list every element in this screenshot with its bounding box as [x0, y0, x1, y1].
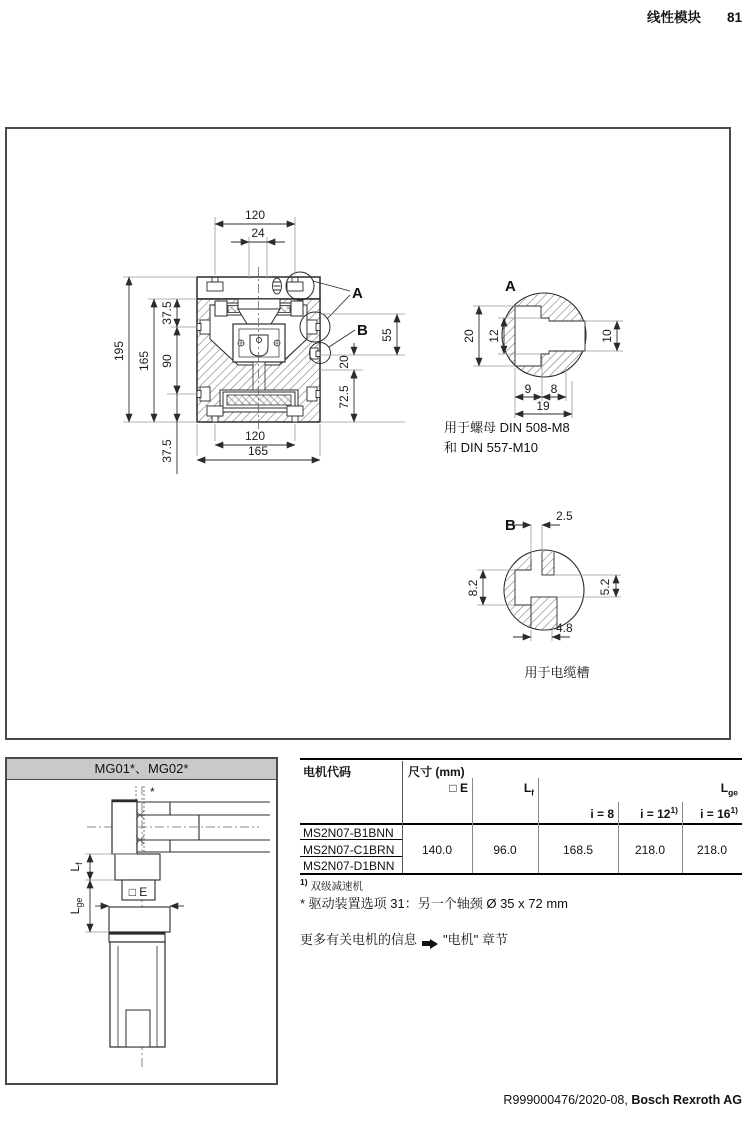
dim-total-height: 195: [112, 340, 126, 362]
dim-e-label: □ E: [128, 885, 148, 899]
table-header-i12: $i = 12^{1)}$: [640, 805, 678, 821]
gearbox: [112, 800, 137, 854]
callout-a-label: A: [352, 285, 363, 302]
table-value-i8: 168.5: [562, 843, 594, 857]
belt-clamp-right: [291, 301, 303, 316]
table-row-motor-2: MS2N07-C1BRN: [303, 843, 395, 857]
dim-top-width: 120: [244, 208, 266, 222]
rail-pedestal: [253, 362, 265, 390]
page-header: [647, 6, 742, 26]
leader-b: [329, 330, 355, 347]
right-arrow-icon: [422, 939, 438, 949]
detail-a-title: A: [505, 278, 516, 295]
table-row-motor-3: MS2N07-D1BNN: [303, 859, 395, 873]
belt-bottom-teeth: [227, 395, 291, 405]
detail-a-d12: 12: [487, 329, 501, 343]
dim-slot-mid: 90: [160, 354, 174, 368]
dim-slot-bot: 37.5: [160, 439, 174, 463]
doc-reference: R999000476/2020-08,: [503, 1093, 628, 1107]
company-name: Bosch Rexroth AG: [631, 1093, 742, 1107]
adapter-housing: [115, 854, 160, 880]
callout-b-label: B: [357, 322, 368, 339]
guide-rail: [250, 335, 268, 356]
table-border-bottom: [300, 873, 742, 875]
table-border-header: [300, 823, 742, 825]
motor-panel-header: MG01*、MG02*: [7, 759, 276, 780]
dim-lf-label: $L_f$: [68, 862, 84, 872]
footnote-gearbox: $^{1)}$ 双级减速机: [300, 877, 363, 893]
detail-b-d48: 4.8: [556, 621, 573, 635]
dim-total-width: 165: [247, 444, 269, 458]
more-info-post: "电机" 章节: [443, 932, 508, 947]
table-value-i12: 218.0: [634, 843, 666, 857]
dim-right-72: 72.5: [337, 385, 351, 409]
detail-b-title: B: [505, 517, 516, 534]
more-info-line: [300, 929, 508, 949]
table-header-i8: i = 8: [590, 807, 614, 821]
detail-a-caption-1: 用于螺母 DIN 508-M8: [444, 420, 570, 435]
dim-right-20: 20: [337, 355, 351, 369]
detail-a-d10: 10: [600, 329, 614, 343]
table-border-top: [300, 758, 742, 760]
detail-a-d19: 19: [536, 399, 550, 413]
dim-bottom-slots: 120: [244, 429, 266, 443]
table-header-i16: $i = 16^{1)}$: [700, 805, 738, 821]
more-info-pre: 更多有关电机的信息: [300, 932, 418, 947]
page-title: 线性模块: [646, 10, 701, 25]
detail-b-d52: 5.2: [598, 578, 612, 596]
detail-a-d20: 20: [462, 329, 476, 343]
motor-endcap: [126, 1010, 150, 1047]
page-footer: [503, 1093, 742, 1107]
table-row-motor-1: MS2N07-B1BNN: [303, 826, 394, 840]
table-header-e: □ E: [449, 781, 468, 795]
table-value-i16: 218.0: [696, 843, 728, 857]
motor-panel: [5, 757, 278, 1085]
cross-section-drawing: [7, 129, 729, 738]
carriage-tongue: [238, 299, 280, 309]
dim-slot-top: 37.5: [160, 301, 174, 325]
motor-flange: [109, 907, 170, 932]
option-star: *: [150, 785, 155, 799]
detail-b-d82: 8.2: [466, 579, 480, 597]
page-number: 81: [726, 10, 742, 25]
table-value-lf: 96.0: [493, 843, 517, 857]
detail-a-d9: 9: [524, 382, 532, 396]
detail-a-caption-2: 和 DIN 557-M10: [444, 440, 538, 455]
table-header-lge: $L_{ge}$: [720, 781, 738, 798]
table-header-dimensions: 尺寸 (mm): [408, 765, 465, 779]
motor-drawing: [7, 780, 276, 1082]
dim-right-55: 55: [380, 328, 394, 342]
belt-clamp-left: [215, 301, 227, 316]
motor-table: [300, 758, 742, 874]
dim-sensor: 24: [251, 226, 265, 240]
detail-a-d8: 8: [550, 382, 558, 396]
detail-b-d25: 2.5: [556, 509, 573, 523]
footnote-star: * 驱动装置选项 31：另一个轴颈 Ø 35 x 72 mm: [300, 896, 568, 911]
table-value-e: 140.0: [421, 843, 453, 857]
detail-b-caption: 用于电缆槽: [524, 665, 590, 680]
table-header-motor-code: 电机代码: [303, 765, 352, 779]
leader-a2: [327, 295, 350, 319]
table-header-lf: $L_f$: [523, 781, 534, 798]
cross-section-panel: [5, 127, 731, 740]
dim-body-height: 165: [137, 350, 151, 372]
dim-lge-label: $L_{ge}$: [68, 897, 84, 915]
